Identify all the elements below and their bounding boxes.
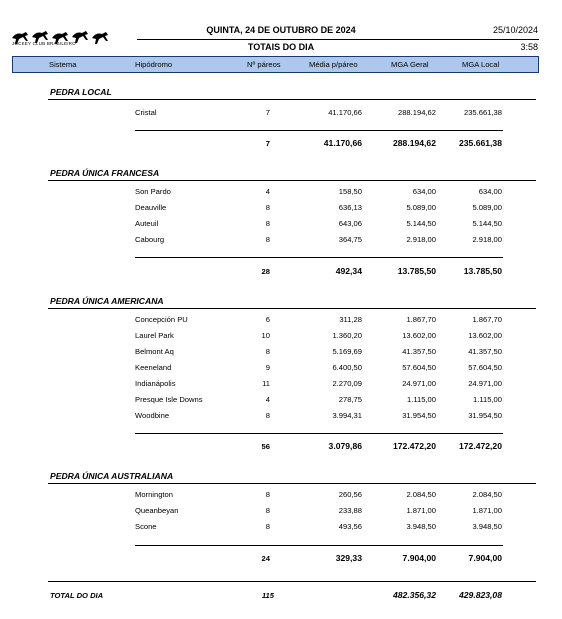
subtotal-mga-geral: 7.904,00 xyxy=(402,553,436,563)
media-cell: 278,75 xyxy=(338,395,362,404)
col-mga-local: MGA Local xyxy=(462,60,500,69)
subtotal-rule xyxy=(135,545,503,546)
col-mga-geral: MGA Geral xyxy=(391,60,429,69)
media-cell: 636,13 xyxy=(338,203,362,212)
mga-local-cell: 31.954,50 xyxy=(468,411,502,420)
mga-geral-cell: 1.115,00 xyxy=(407,395,436,404)
media-cell: 311,28 xyxy=(339,315,362,324)
mga-geral-cell: 2.918,00 xyxy=(406,235,436,244)
subtotal-mga-local: 7.904,00 xyxy=(468,553,502,563)
mga-local-cell: 235.661,38 xyxy=(463,108,502,117)
mga-geral-cell: 41.357,50 xyxy=(402,347,436,356)
section-title: PEDRA LOCAL xyxy=(50,87,112,97)
logo-text: JOCKEY CLUB BRASILEIRO xyxy=(12,41,76,46)
grand-total-mga-geral: 482.356,32 xyxy=(392,590,436,600)
hipodromo-cell: Concepción PU xyxy=(135,315,188,324)
mga-geral-cell: 1.867,70 xyxy=(406,315,436,324)
media-cell: 260,56 xyxy=(338,490,362,499)
hipodromo-cell: Belmont Aq xyxy=(135,347,174,356)
pareos-cell: 8 xyxy=(265,490,270,499)
report-title: QUINTA, 24 DE OUTUBRO DE 2024 xyxy=(206,25,356,35)
hipodromo-cell: Deauville xyxy=(135,203,167,212)
mga-local-cell: 2.084,50 xyxy=(472,490,502,499)
subtotal-mga-geral: 13.785,50 xyxy=(397,266,436,276)
mga-geral-cell: 2.084,50 xyxy=(406,490,436,499)
mga-local-cell: 13.602,00 xyxy=(468,331,502,340)
column-header-bar xyxy=(12,56,539,73)
mga-geral-cell: 5.089,00 xyxy=(406,203,436,212)
section-title: PEDRA ÚNICA AUSTRALIANA xyxy=(50,471,174,481)
hipodromo-cell: Woodbine xyxy=(135,411,170,420)
media-cell: 41.170,66 xyxy=(328,108,362,117)
pareos-cell: 11 xyxy=(262,379,270,388)
media-cell: 364,75 xyxy=(338,235,362,244)
header-rule xyxy=(137,39,539,40)
media-cell: 6.400,50 xyxy=(332,363,362,372)
mga-local-cell: 41.357,50 xyxy=(468,347,502,356)
mga-local-cell: 24.971,00 xyxy=(468,379,502,388)
mga-geral-cell: 1.871,00 xyxy=(406,506,436,515)
mga-local-cell: 2.918,00 xyxy=(472,235,502,244)
section-rule xyxy=(48,483,536,484)
mga-local-cell: 1.115,00 xyxy=(473,395,502,404)
media-cell: 643,06 xyxy=(338,219,362,228)
media-cell: 1.360,20 xyxy=(332,331,362,340)
pareos-cell: 8 xyxy=(265,522,270,531)
subtotal-rule xyxy=(135,257,503,258)
pareos-cell: 6 xyxy=(265,315,270,324)
mga-local-cell: 3.948,50 xyxy=(472,522,502,531)
pareos-cell: 8 xyxy=(265,219,270,228)
section-rule xyxy=(48,180,536,181)
hipodromo-cell: Indianápolis xyxy=(135,379,176,388)
mga-geral-cell: 634,00 xyxy=(412,187,436,196)
pareos-cell: 10 xyxy=(261,331,270,340)
mga-geral-cell: 3.948,50 xyxy=(406,522,436,531)
hipodromo-cell: Queanbeyan xyxy=(135,506,179,515)
hipodromo-cell: Mornington xyxy=(135,490,173,499)
pareos-cell: 8 xyxy=(265,235,270,244)
subtotal-mga-local: 235.661,38 xyxy=(458,138,502,148)
mga-geral-cell: 57.604,50 xyxy=(402,363,436,372)
subtotal-pareos: 56 xyxy=(261,442,270,451)
subtotal-media: 492,34 xyxy=(335,266,362,276)
mga-local-cell: 57.604,50 xyxy=(468,363,502,372)
subtotal-pareos: 7 xyxy=(265,139,270,148)
pareos-cell: 9 xyxy=(265,363,270,372)
media-cell: 233,88 xyxy=(338,506,362,515)
hipodromo-cell: Auteuil xyxy=(135,219,159,228)
pareos-cell: 7 xyxy=(265,108,270,117)
subtotal-mga-geral: 288.194,62 xyxy=(392,138,436,148)
grand-total-mga-local: 429.823,08 xyxy=(458,590,502,600)
pareos-cell: 4 xyxy=(265,187,270,196)
subtotal-mga-geral: 172.472,20 xyxy=(392,441,436,451)
report-subtitle: TOTAIS DO DIA xyxy=(247,42,315,52)
pareos-cell: 4 xyxy=(265,395,270,404)
report-date: 25/10/2024 xyxy=(492,25,538,35)
hipodromo-cell: Scone xyxy=(135,522,157,531)
subtotal-rule xyxy=(135,130,503,131)
mga-local-cell: 5.089,00 xyxy=(472,203,502,212)
subtotal-media: 41.170,66 xyxy=(323,138,362,148)
section-rule xyxy=(48,99,536,100)
mga-geral-cell: 24.971,00 xyxy=(402,379,436,388)
hipodromo-cell: Keeneland xyxy=(135,363,172,372)
section-rule xyxy=(48,308,536,309)
subtotal-pareos: 24 xyxy=(261,554,270,563)
mga-geral-cell: 13.602,00 xyxy=(402,331,436,340)
col-sistema: Sistema xyxy=(49,60,77,69)
subtotal-mga-local: 13.785,50 xyxy=(463,266,502,276)
report-time: 3:58 xyxy=(520,42,538,52)
hipodromo-cell: Presque Isle Downs xyxy=(135,395,203,404)
hipodromo-cell: Cristal xyxy=(135,108,157,117)
grand-total-pareos: 115 xyxy=(261,591,274,600)
section-title: PEDRA ÚNICA AMERICANA xyxy=(50,296,164,306)
mga-local-cell: 1.871,00 xyxy=(472,506,502,515)
mga-geral-cell: 288.194,62 xyxy=(397,108,436,117)
section-title: PEDRA ÚNICA FRANCESA xyxy=(50,168,160,178)
hipodromo-cell: Son Pardo xyxy=(135,187,171,196)
subtotal-rule xyxy=(135,433,503,434)
pareos-cell: 8 xyxy=(265,411,270,420)
mga-geral-cell: 31.954,50 xyxy=(402,411,436,420)
pareos-cell: 8 xyxy=(265,203,270,212)
media-cell: 3.994,31 xyxy=(332,411,362,420)
mga-local-cell: 1.867,70 xyxy=(472,315,502,324)
pareos-cell: 8 xyxy=(265,506,270,515)
mga-local-cell: 5.144,50 xyxy=(472,219,502,228)
subtotal-media: 3.079,86 xyxy=(328,441,362,451)
mga-local-cell: 634,00 xyxy=(478,187,502,196)
col-media: Média p/páreo xyxy=(309,60,358,69)
grand-total-rule xyxy=(48,581,536,582)
pareos-cell: 8 xyxy=(265,347,270,356)
media-cell: 493,56 xyxy=(338,522,362,531)
hipodromo-cell: Cabourg xyxy=(135,235,165,244)
col-pareos: Nº páreos xyxy=(247,60,281,69)
subtotal-media: 329,33 xyxy=(335,553,362,563)
grand-total-label: TOTAL DO DIA xyxy=(50,591,104,600)
media-cell: 158,50 xyxy=(338,187,362,196)
hipodromo-cell: Laurel Park xyxy=(135,331,174,340)
media-cell: 5.169,69 xyxy=(332,347,362,356)
media-cell: 2.270,09 xyxy=(332,379,362,388)
col-hipodromo: Hipódromo xyxy=(135,60,173,69)
mga-geral-cell: 5.144,50 xyxy=(406,219,436,228)
subtotal-pareos: 28 xyxy=(261,267,270,276)
subtotal-mga-local: 172.472,20 xyxy=(458,441,502,451)
